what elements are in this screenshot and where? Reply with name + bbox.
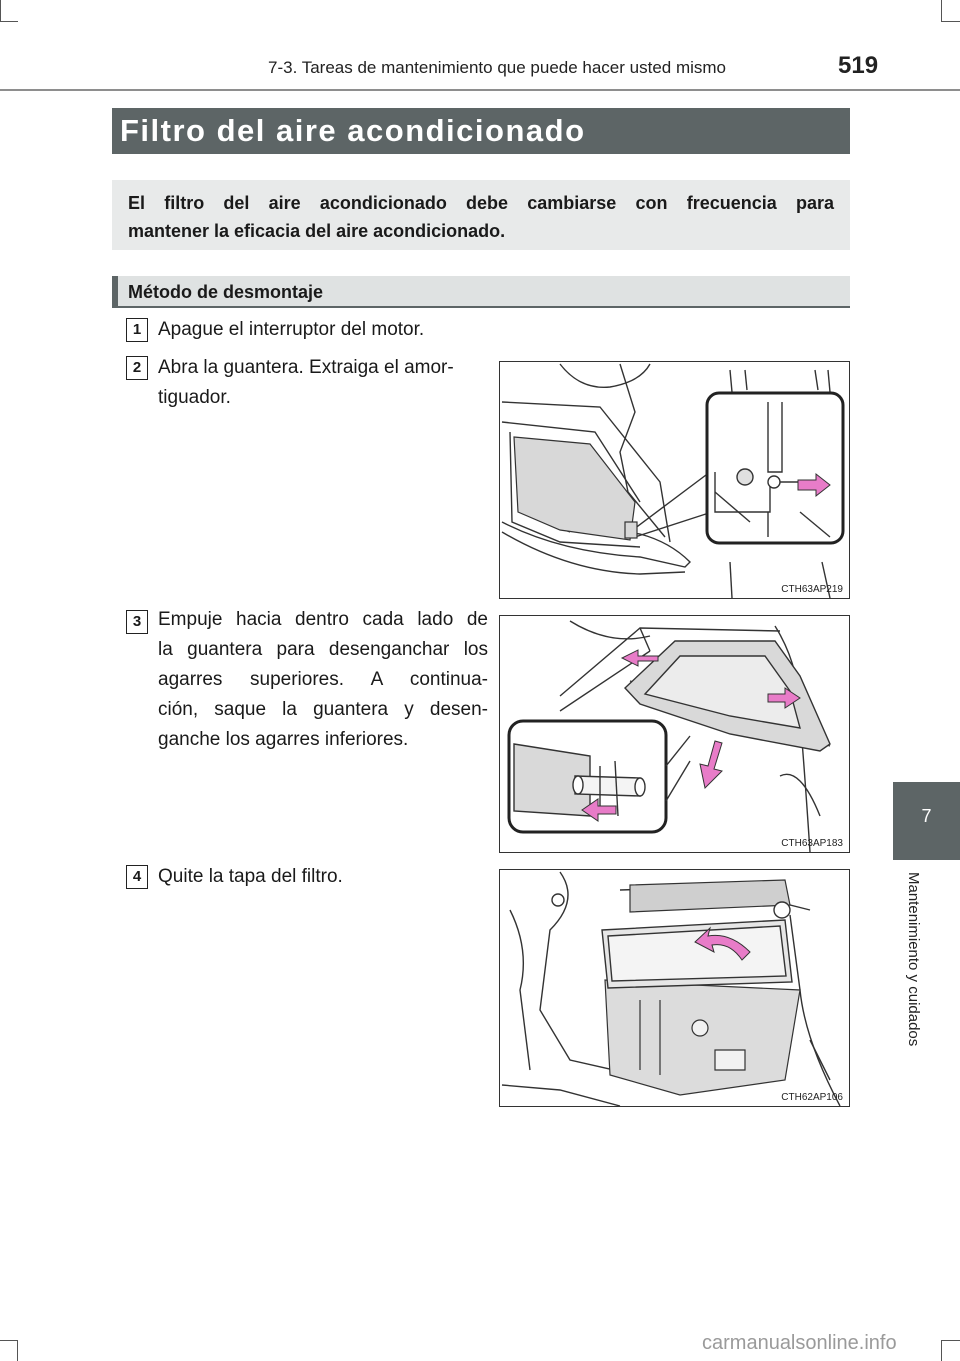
- page-number: 519: [838, 52, 879, 79]
- step-line: Empuje hacia dentro cada lado de: [158, 609, 488, 630]
- step-number-1: 1: [126, 318, 148, 342]
- crop-mark: [941, 1340, 942, 1361]
- crop-mark: [0, 1340, 18, 1341]
- watermark: carmanualsonline.info: [702, 1332, 897, 1354]
- intro-line: El filtro del aire acondicionado debe cambiarse con frecuencia para: [128, 193, 834, 213]
- filter-cover-illustration: [500, 870, 850, 1107]
- intro-line: mantener la eficacia del aire acondicionado.: [128, 221, 506, 241]
- crop-mark: [941, 1340, 960, 1341]
- crop-mark: [941, 0, 942, 22]
- glovebox-damper-illustration: [500, 362, 850, 599]
- figure-filter-cover: [499, 869, 850, 1107]
- header-rule: [0, 89, 960, 91]
- page-title: Filtro del aire acondicionado: [112, 108, 850, 154]
- figure-code: CTH63AP183: [781, 838, 843, 849]
- chapter-tab: 7: [893, 782, 960, 860]
- step-line: ganche los agarres inferiores.: [158, 729, 409, 750]
- intro-box: [112, 180, 850, 250]
- step-line: ción, saque la guantera y desen-: [158, 699, 488, 720]
- step-line: tiguador.: [158, 387, 231, 408]
- step-number-4: 4: [126, 865, 148, 889]
- step-number-3: 3: [126, 610, 148, 634]
- figure-glovebox-removal: [499, 615, 850, 853]
- running-header: 7-3. Tareas de mantenimiento que puede hacer usted mismo: [268, 58, 727, 77]
- step-1-text: [158, 315, 488, 345]
- step-2-text: [158, 353, 488, 413]
- figure-code: CTH62AP106: [781, 1092, 843, 1103]
- step-line: Abra la guantera. Extraiga el amor-: [158, 357, 454, 378]
- step-4-text: [158, 862, 488, 892]
- figure-glovebox-damper: [499, 361, 850, 599]
- crop-mark: [0, 21, 18, 22]
- step-line: Quite la tapa del filtro.: [158, 866, 343, 887]
- step-3-text: [158, 605, 488, 755]
- section-subheader: Método de desmontaje: [112, 276, 850, 308]
- step-line: la guantera para desenganchar los: [158, 639, 488, 660]
- crop-mark: [941, 21, 960, 22]
- step-line: agarres superiores. A continua-: [158, 669, 488, 690]
- crop-mark: [17, 1340, 18, 1361]
- glovebox-removal-illustration: [500, 616, 850, 853]
- step-line: Apague el interruptor del motor.: [158, 319, 425, 340]
- step-number-2: 2: [126, 356, 148, 380]
- chapter-label: Mantenimiento y cuidados: [905, 872, 922, 1047]
- figure-code: CTH63AP219: [781, 584, 843, 595]
- crop-mark: [0, 0, 1, 22]
